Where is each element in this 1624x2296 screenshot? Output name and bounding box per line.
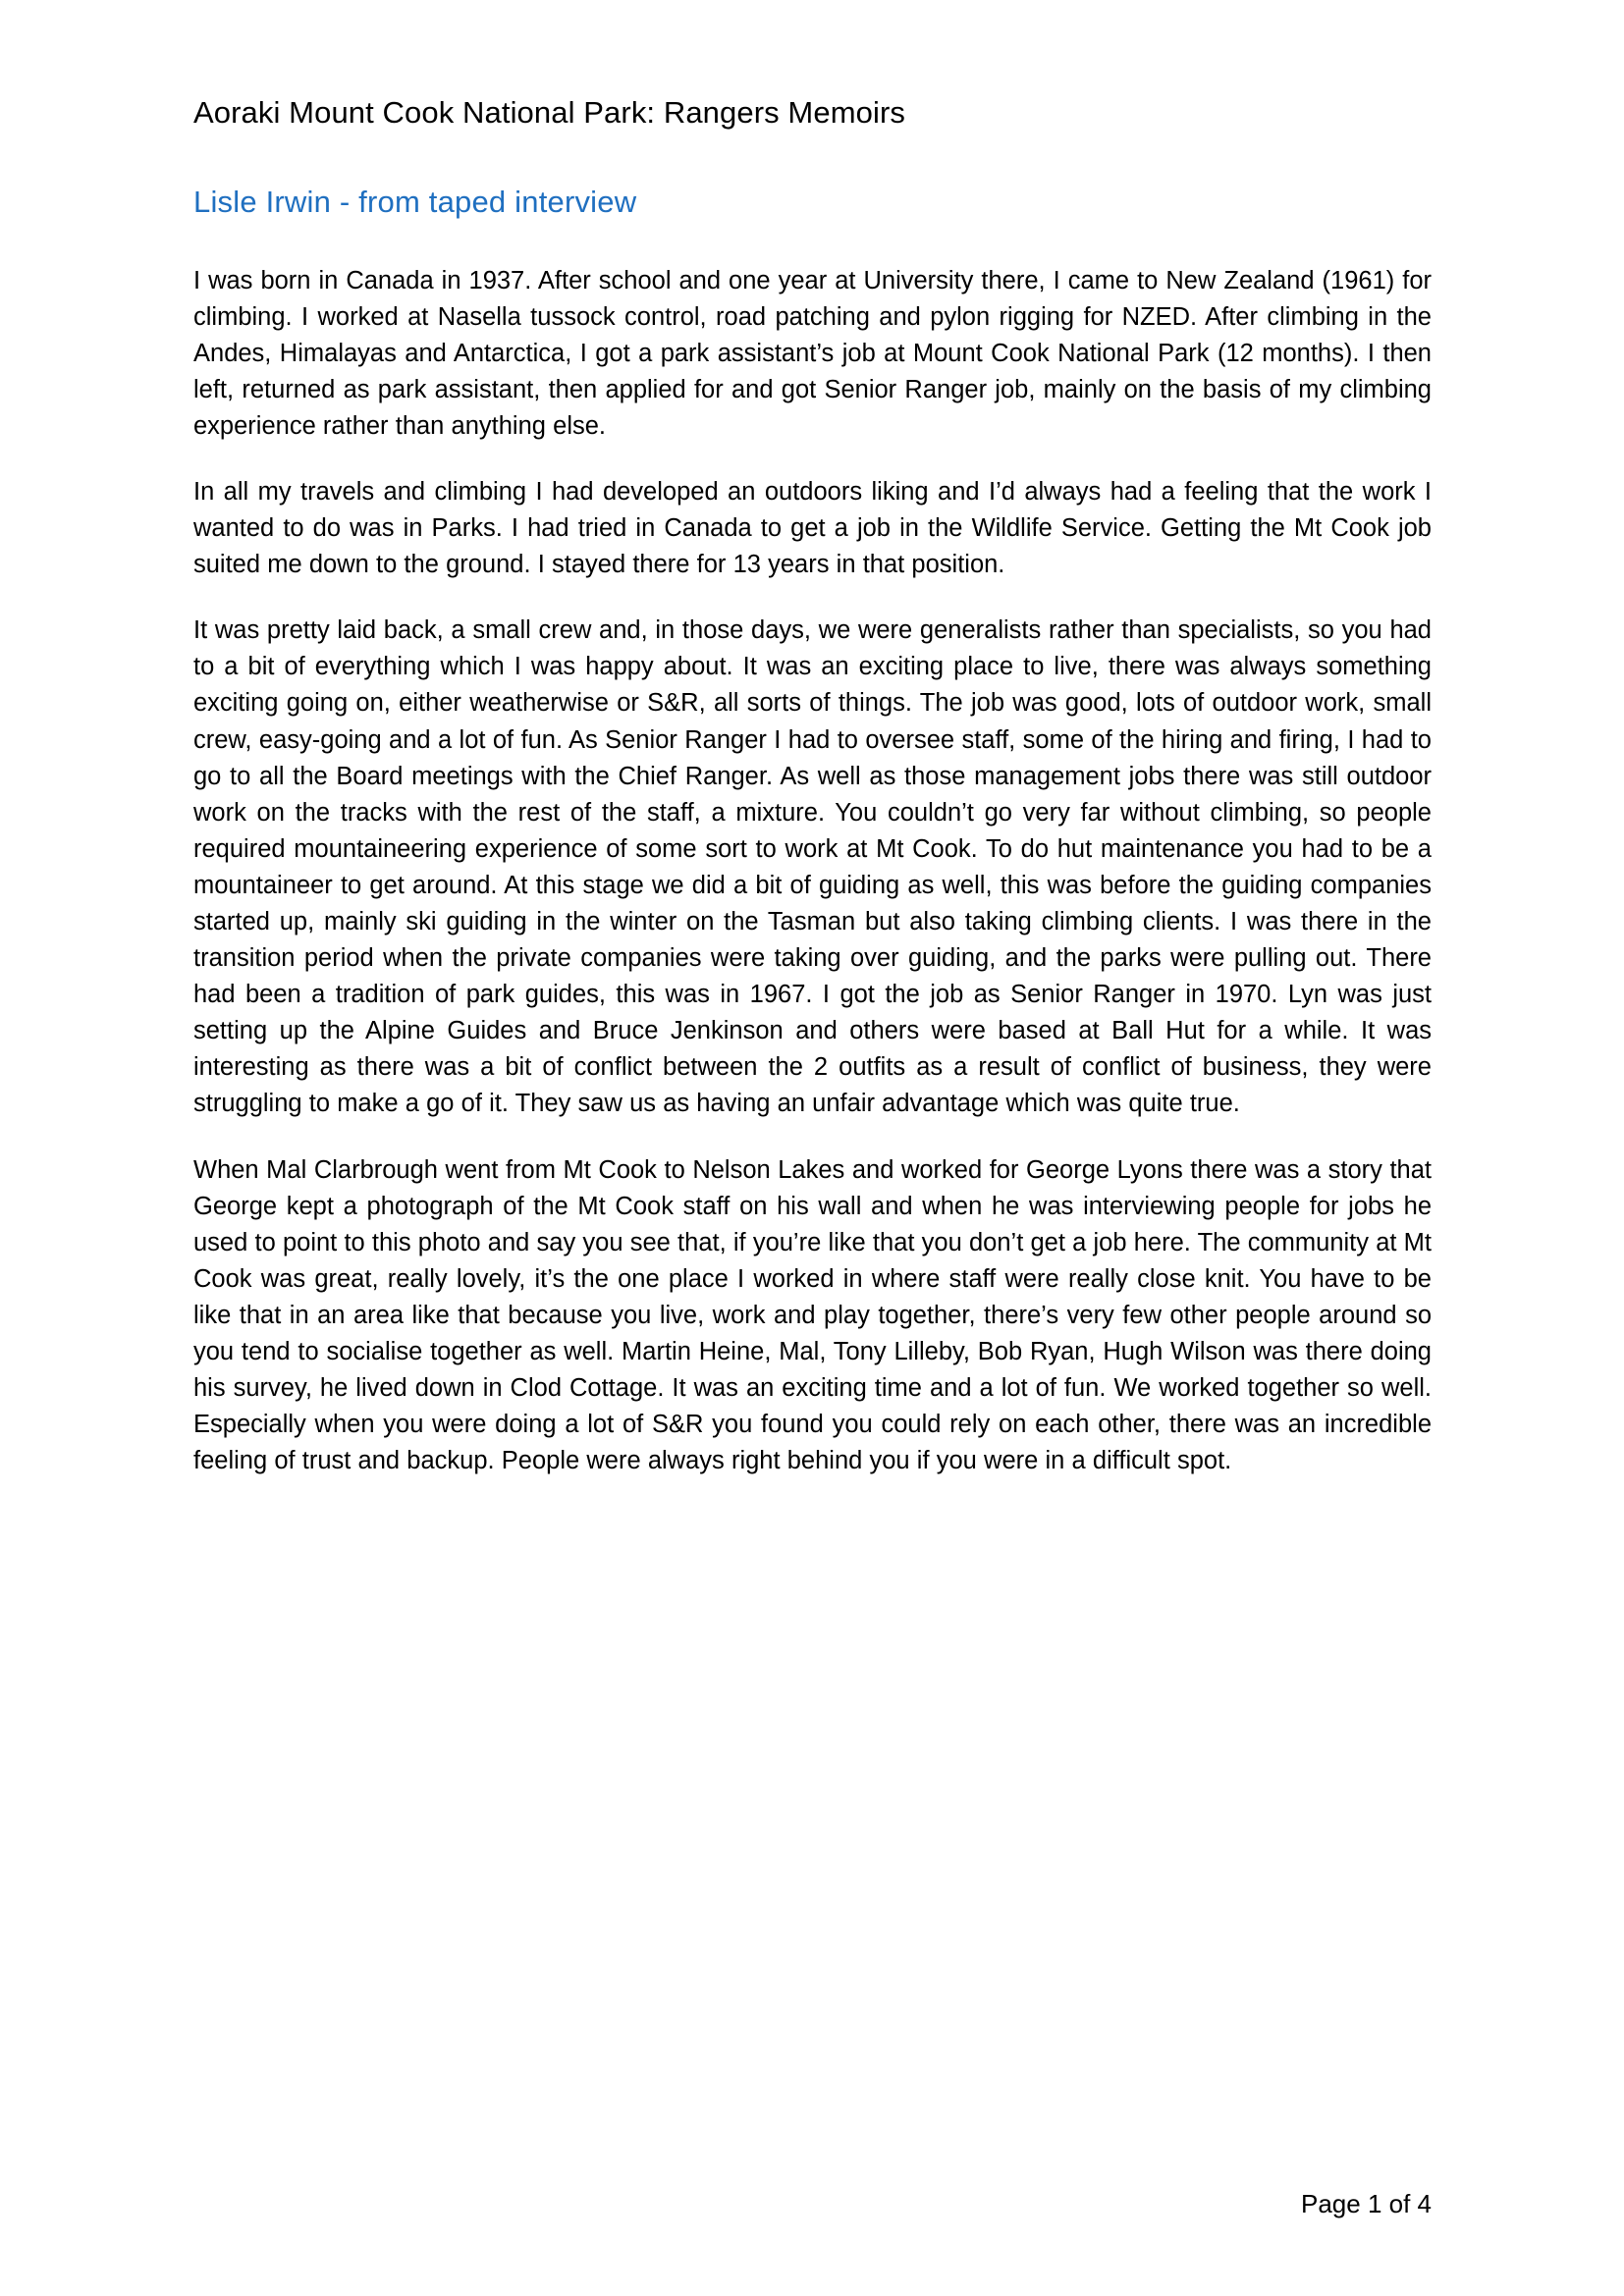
page-number-footer: Page 1 of 4 <box>1301 2189 1432 2218</box>
paragraph-4: When Mal Clarbrough went from Mt Cook to Nelson Lakes and worked for George Lyons there was a story that George kept a photograph of the Mt Cook staff on his wall and when he was interviewing people for jobs he used to point to this photo and say you see that, if you’re like that you don’t get a job here. The community at Mt Cook was great, really lovely, it’s the one place I worked in where staff were really close knit. You have to be like that in an area like that because you live, work and play together, there’s very few other people around so you tend to socialise together as well. Martin Heine, Mal, Tony Lilleby, Bob Ryan, Hugh Wilson was there doing his survey, he lived down in Clod Cottage. It was an exciting time and a lot of fun. We worked together so well. Especially when you were doing a lot of S&R you found you could rely on each other, there was an incredible feeling of trust and backup. People were always right behind you if you were in a difficult spot. <box>193 1155 1432 1475</box>
paragraph-2: In all my travels and climbing I had developed an outdoors liking and I’d always had a feeling that the work I wanted to do was in Parks. I had tried in Canada to get a job in the Wildlife Service. Getting the Mt Cook job suited me down to the ground. I stayed there for 13 years in that position. <box>193 477 1432 579</box>
page-content <box>193 0 1432 1479</box>
section-heading-interviewee: Lisle Irwin - from taped interview <box>193 184 637 219</box>
paragraph-3: It was pretty laid back, a small crew and, in those days, we were generalists rather than specialists, so you had to a bit of everything which I was happy about. It was an exciting place to live, there was always something exciting going on, either weatherwise or S&R, all sorts of things. The job was good, lots of outdoor work, small crew, easy-going and a lot of fun. As Senior Ranger I had to oversee staff, some of the hiring and firing, I had to go to all the Board meetings with the Chief Ranger. As well as those management jobs there was still outdoor work on the tracks with the rest of the staff, a mixture. You couldn’t go very far without climbing, so people required mountaineering experience of some sort to work at Mt Cook. To do hut maintenance you had to be a mountaineer to get around. At this stage we did a bit of guiding as well, this was before the guiding companies started up, mainly ski guiding in the winter on the Tasman but also taking climbing clients. I was there in the transition period when the private companies were taking over guiding, and the parks were pulling out. There had been a tradition of park guides, this was in 1967. I got the job as Senior Ranger in 1970. Lyn was just setting up the Alpine Guides and Bruce Jenkinson and others were based at Ball Hut for a while. It was interesting as there was a bit of conflict between the 2 outfits as a result of conflict of business, they were struggling to make a go of it. They saw us as having an unfair advantage which was quite true. <box>193 616 1432 1118</box>
document-title: Aoraki Mount Cook National Park: Rangers Memoirs <box>193 95 905 130</box>
paragraph-1: I was born in Canada in 1937. After school and one year at University there, I came to New Zealand (1961) for climbing. I worked at Nasella tussock control, road patching and pylon rigging for NZED. After climbing in the Andes, Himalayas and Antarctica, I got a park assistant’s job at Mount Cook National Park (12 months). I then left, returned as park assistant, then applied for and got Senior Ranger job, mainly on the basis of my climbing experience rather than anything else. <box>193 266 1432 440</box>
body-text-block <box>193 222 1432 1480</box>
